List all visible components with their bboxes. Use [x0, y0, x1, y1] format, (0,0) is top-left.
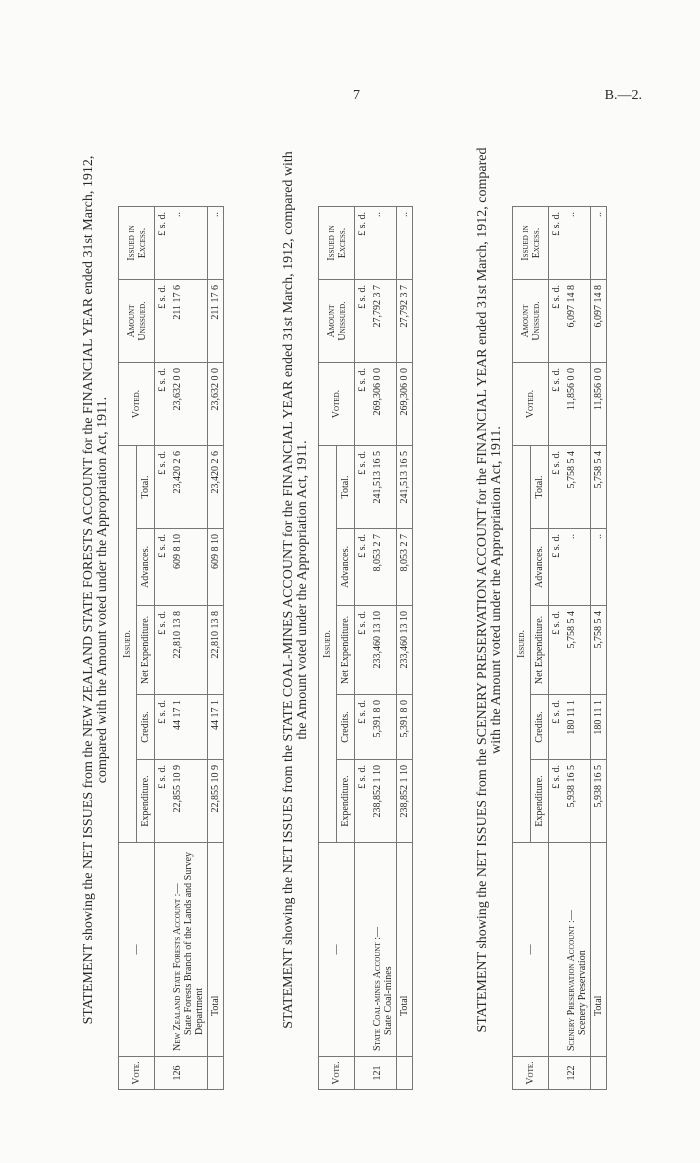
- units-label: £ s. d.: [155, 446, 171, 529]
- units-label: £ s. d.: [155, 207, 171, 280]
- total-expenditure: 5,938 16 5: [591, 760, 607, 843]
- total-net-expenditure: 5,758 5 4: [591, 606, 607, 695]
- units-row: [355, 207, 371, 1090]
- statement-title: [282, 90, 310, 1090]
- credits-value: 180 11 1: [564, 695, 591, 760]
- units-label: £ s. d.: [155, 606, 171, 695]
- total-value: 241,513 16 5: [370, 446, 397, 529]
- total-amount-unissued: 27,792 3 7: [397, 280, 413, 363]
- vote-cell: [397, 1057, 413, 1090]
- units-label: £ s. d.: [355, 280, 371, 363]
- credits-value: 44 17 1: [170, 695, 208, 760]
- statement-table: [512, 206, 607, 1090]
- statement-title-line-2: with the Amount voted under the Appropriation Act, 1911.: [489, 426, 504, 754]
- statement-block: [82, 90, 224, 1090]
- statement-title-line-2: compared with the Amount voted under the Appropriation Act, 1911.: [95, 396, 110, 784]
- vote-header: Vote.: [319, 1057, 355, 1090]
- net-expenditure-header: Net Expenditure.: [337, 606, 355, 695]
- net-expenditure-header: Net Expenditure.: [531, 606, 549, 695]
- total-advances: 8,053 2 7: [397, 529, 413, 606]
- vote-number: 126: [170, 1057, 208, 1090]
- statement-title: [476, 90, 504, 1090]
- total-value: 23,420 2 6: [170, 446, 208, 529]
- units-label: £ s. d.: [549, 207, 565, 280]
- advances-value: 609 8 10: [170, 529, 208, 606]
- total-label: Total: [397, 843, 413, 1057]
- advances-header: Advances.: [337, 529, 355, 606]
- amount-unissued-value: 211 17 6: [170, 280, 208, 363]
- total-row: [591, 207, 607, 1090]
- total-voted: 23,632 0 0: [208, 363, 224, 446]
- vote-header: Vote.: [119, 1057, 155, 1090]
- total-total: 241,513 16 5: [397, 446, 413, 529]
- item-description: [564, 843, 591, 1057]
- issued-in-excess-value: ..: [170, 207, 208, 280]
- total-advances: ..: [591, 529, 607, 606]
- account-name: State Coal-mines Account :—: [372, 926, 383, 1051]
- description-header: —: [513, 843, 549, 1057]
- total-label: Total: [208, 843, 224, 1057]
- header-row: [513, 207, 531, 1090]
- vote-cell: [355, 1057, 371, 1090]
- account-name: Scenery Preservation Account :—: [566, 910, 577, 1051]
- units-label: £ s. d.: [155, 529, 171, 606]
- item-name-line-1: State Coal-mines: [383, 966, 394, 1035]
- header-row: [319, 207, 337, 1090]
- units-label: £ s. d.: [355, 760, 371, 843]
- net-expenditure-value: 5,758 5 4: [564, 606, 591, 695]
- advances-value: 8,053 2 7: [370, 529, 397, 606]
- total-net-expenditure: 233,460 13 10: [397, 606, 413, 695]
- issued-in-excess-header: Issued in Excess.: [319, 207, 355, 280]
- item-description: [370, 843, 397, 1057]
- expenditure-header: Expenditure.: [531, 760, 549, 843]
- units-label: £ s. d.: [549, 363, 565, 446]
- item-name-line-1: State Forests Branch of the Lands and Survey: [183, 851, 194, 1035]
- page-reference: B.—2.: [604, 88, 642, 103]
- description-header: —: [319, 843, 355, 1057]
- total-credits: 180 11 1: [591, 695, 607, 760]
- credits-header: Credits.: [337, 695, 355, 760]
- issued-group-header: Issued.: [119, 446, 137, 843]
- units-label: £ s. d.: [549, 695, 565, 760]
- total-label: Total: [591, 843, 607, 1057]
- item-row: [564, 207, 591, 1090]
- item-row: [170, 207, 208, 1090]
- total-credits: 5,391 8 0: [397, 695, 413, 760]
- issued-in-excess-value: ..: [370, 207, 397, 280]
- units-label: £ s. d.: [355, 529, 371, 606]
- total-issued-in-excess: ..: [208, 207, 224, 280]
- total-issued-in-excess: ..: [397, 207, 413, 280]
- account-name: New Zealand State Forests Account :—: [172, 883, 183, 1051]
- issued-group-header: Issued.: [513, 446, 531, 843]
- total-header: Total.: [137, 446, 155, 529]
- header-row: [119, 207, 137, 1090]
- description-cell: [355, 843, 371, 1057]
- units-label: £ s. d.: [355, 695, 371, 760]
- amount-unissued-value: 6,097 14 8: [564, 280, 591, 363]
- total-value: 5,758 5 4: [564, 446, 591, 529]
- credits-header: Credits.: [531, 695, 549, 760]
- amount-unissued-header: Amount Unissued.: [513, 280, 549, 363]
- total-total: 23,420 2 6: [208, 446, 224, 529]
- total-row: [397, 207, 413, 1090]
- expenditure-header: Expenditure.: [137, 760, 155, 843]
- credits-value: 5,391 8 0: [370, 695, 397, 760]
- units-row: [549, 207, 565, 1090]
- vote-number: 122: [564, 1057, 591, 1090]
- units-label: £ s. d.: [355, 207, 371, 280]
- units-label: £ s. d.: [155, 363, 171, 446]
- units-label: £ s. d.: [355, 606, 371, 695]
- units-label: £ s. d.: [155, 695, 171, 760]
- vote-number: 121: [370, 1057, 397, 1090]
- expenditure-value: 238,852 1 10: [370, 760, 397, 843]
- total-advances: 609 8 10: [208, 529, 224, 606]
- expenditure-header: Expenditure.: [337, 760, 355, 843]
- page-number: 7: [353, 88, 360, 103]
- issued-in-excess-header: Issued in Excess.: [119, 207, 155, 280]
- voted-header: Voted.: [513, 363, 549, 446]
- units-label: £ s. d.: [355, 363, 371, 446]
- item-name-line-2: Department: [194, 987, 205, 1035]
- voted-header: Voted.: [319, 363, 355, 446]
- total-header: Total.: [531, 446, 549, 529]
- voted-value: 269,306 0 0: [370, 363, 397, 446]
- item-row: [370, 207, 397, 1090]
- total-amount-unissued: 6,097 14 8: [591, 280, 607, 363]
- voted-value: 11,856 0 0: [564, 363, 591, 446]
- total-amount-unissued: 211 17 6: [208, 280, 224, 363]
- total-issued-in-excess: ..: [591, 207, 607, 280]
- issued-group-header: Issued.: [319, 446, 337, 843]
- expenditure-value: 22,855 10 9: [170, 760, 208, 843]
- statement-table: [118, 206, 224, 1090]
- statement-title: [82, 90, 110, 1090]
- units-label: £ s. d.: [355, 446, 371, 529]
- net-expenditure-header: Net Expenditure.: [137, 606, 155, 695]
- total-row: [208, 207, 224, 1090]
- statement-table: [318, 206, 413, 1090]
- statement-block: [282, 90, 413, 1090]
- statement-title-line-1: STATEMENT showing the NET ISSUES from the NEW ZEALAND STATE FORESTS ACCOUNT for the FINANCIAL YEAR ended 31st March, 1912,: [81, 155, 96, 1025]
- amount-unissued-header: Amount Unissued.: [319, 280, 355, 363]
- item-description: [170, 843, 208, 1057]
- total-expenditure: 22,855 10 9: [208, 760, 224, 843]
- statement-block: [476, 90, 607, 1090]
- total-credits: 44 17 1: [208, 695, 224, 760]
- units-label: £ s. d.: [155, 760, 171, 843]
- units-label: £ s. d.: [549, 529, 565, 606]
- advances-header: Advances.: [137, 529, 155, 606]
- description-cell: [549, 843, 565, 1057]
- units-label: £ s. d.: [549, 760, 565, 843]
- statement-title-line-2: the Amount voted under the Appropriation Act, 1911.: [295, 440, 310, 740]
- voted-header: Voted.: [119, 363, 155, 446]
- total-voted: 11,856 0 0: [591, 363, 607, 446]
- units-label: £ s. d.: [549, 280, 565, 363]
- vote-cell: [208, 1057, 224, 1090]
- item-name-line-1: Scenery Preservation: [577, 950, 588, 1035]
- total-total: 5,758 5 4: [591, 446, 607, 529]
- statement-title-line-1: STATEMENT showing the NET ISSUES from the STATE COAL-MINES ACCOUNT for the FINANCIAL YEAR ended 31st March, 1912, compared with: [281, 151, 296, 1029]
- amount-unissued-value: 27,792 3 7: [370, 280, 397, 363]
- units-row: [155, 207, 171, 1090]
- vote-cell: [155, 1057, 171, 1090]
- issued-in-excess-value: ..: [564, 207, 591, 280]
- statement-title-line-1: STATEMENT showing the NET ISSUES from the SCENERY PRESERVATION ACCOUNT for the FINANCIAL YEAR ended 31st March, 1912, compared: [475, 147, 490, 1033]
- advances-header: Advances.: [531, 529, 549, 606]
- advances-value: ..: [564, 529, 591, 606]
- vote-header: Vote.: [513, 1057, 549, 1090]
- voted-value: 23,632 0 0: [170, 363, 208, 446]
- total-header: Total.: [337, 446, 355, 529]
- description-cell: [155, 843, 171, 1057]
- net-expenditure-value: 22,810 13 8: [170, 606, 208, 695]
- credits-header: Credits.: [137, 695, 155, 760]
- net-expenditure-value: 233,460 13 10: [370, 606, 397, 695]
- total-expenditure: 238,852 1 10: [397, 760, 413, 843]
- issued-in-excess-header: Issued in Excess.: [513, 207, 549, 280]
- total-voted: 269,306 0 0: [397, 363, 413, 446]
- amount-unissued-header: Amount Unissued.: [119, 280, 155, 363]
- units-label: £ s. d.: [549, 606, 565, 695]
- description-header: —: [119, 843, 155, 1057]
- total-net-expenditure: 22,810 13 8: [208, 606, 224, 695]
- units-label: £ s. d.: [155, 280, 171, 363]
- expenditure-value: 5,938 16 5: [564, 760, 591, 843]
- vote-cell: [591, 1057, 607, 1090]
- units-label: £ s. d.: [549, 446, 565, 529]
- vote-cell: [549, 1057, 565, 1090]
